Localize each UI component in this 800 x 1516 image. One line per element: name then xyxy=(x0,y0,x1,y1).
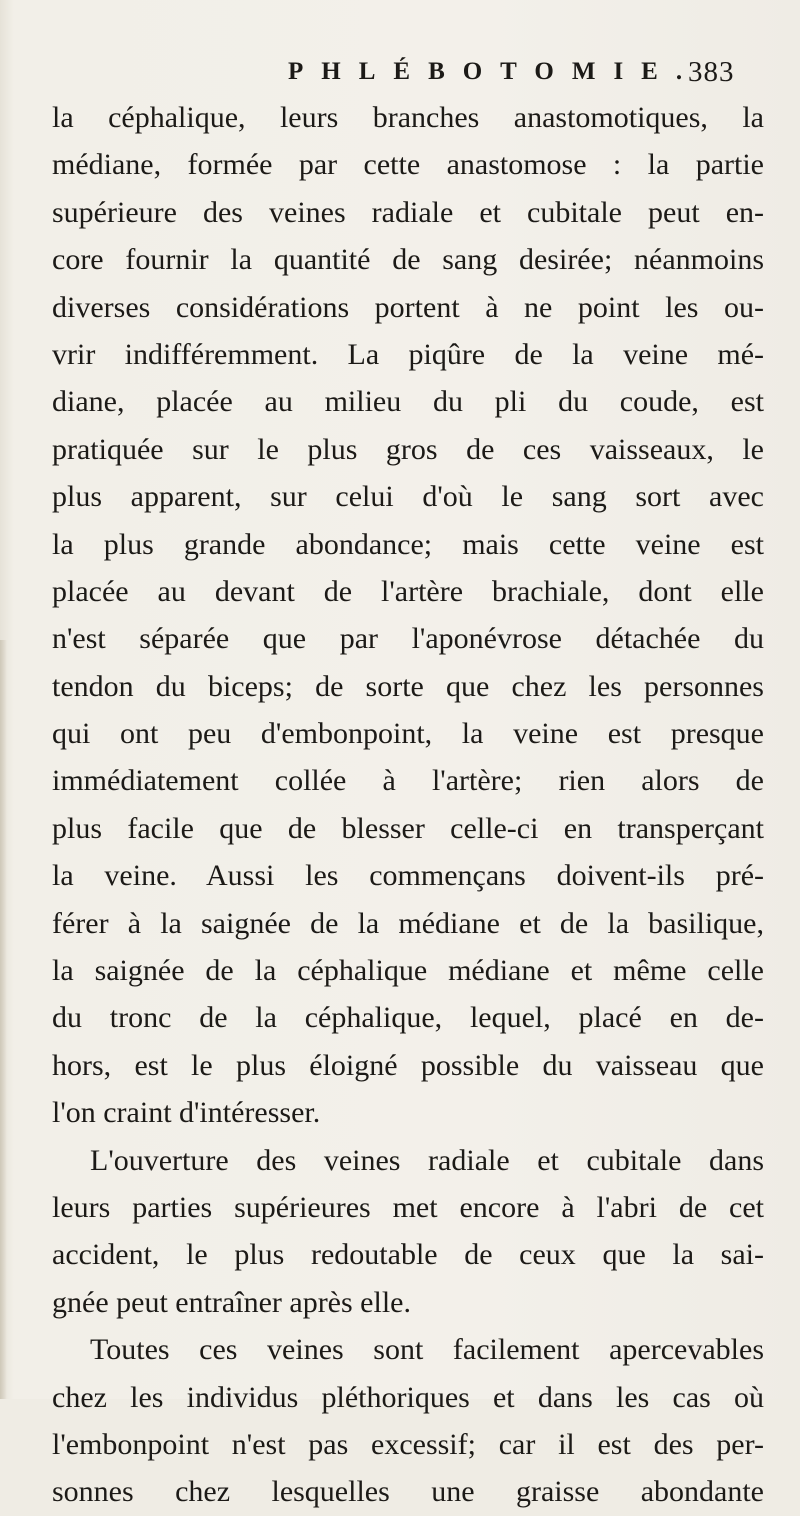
text-line: leurs parties supérieures met encore à l'abri de cet xyxy=(52,1190,764,1224)
text-line: placée au devant de l'artère brachiale, dont elle xyxy=(52,574,764,608)
text-line: vrir indifféremment. La piqûre de la veine mé- xyxy=(52,337,764,371)
text-line: diane, placée au milieu du pli du coude, est xyxy=(52,385,764,419)
text-line: la veine. Aussi les commençans doivent-ils pré- xyxy=(52,859,764,893)
text-line: tendon du biceps; de sorte que chez les personnes xyxy=(52,669,764,703)
text-line: qui ont peu d'embonpoint, la veine est presque xyxy=(52,717,764,751)
text-line: sonnes chez lesquelles une graisse abondante xyxy=(52,1475,764,1509)
text-line: la saignée de la céphalique médiane et même celle xyxy=(52,954,764,988)
paragraph-end-line: l'on craint d'intéresser. xyxy=(52,1096,321,1130)
page-binding-shadow xyxy=(0,640,7,1399)
text-line: immédiatement collée à l'artère; rien alors de xyxy=(52,764,764,798)
paragraph-start-line: L'ouverture des veines radiale et cubitale dans xyxy=(90,1143,764,1177)
running-head-title: PHLÉBOTOMIE. xyxy=(288,58,701,85)
text-line: férer à la saignée de la médiane et de la basilique, xyxy=(52,906,764,940)
text-line: hors, est le plus éloigné possible du vaisseau que xyxy=(52,1048,764,1082)
text-line: chez les individus pléthoriques et dans les cas où xyxy=(52,1380,764,1414)
text-line: la céphalique, leurs branches anastomotiques, la xyxy=(52,101,764,134)
text-line: core fournir la quantité de sang desirée; néanmoins xyxy=(52,243,764,277)
text-line: supérieure des veines radiale et cubitale peut en- xyxy=(52,195,764,229)
running-head xyxy=(0,52,800,92)
text-line: du tronc de la céphalique, lequel, placé en de- xyxy=(52,1001,764,1035)
paragraph-end-line: gnée peut entraîner après elle. xyxy=(52,1285,411,1319)
page-number: 383 xyxy=(688,56,735,88)
body-text xyxy=(52,94,764,1516)
text-line: l'embonpoint n'est pas excessif; car il est des per- xyxy=(52,1427,764,1461)
text-line: diverses considérations portent à ne point les ou- xyxy=(52,290,764,324)
paragraph-start-line: Toutes ces veines sont facilement apercevables xyxy=(90,1333,764,1367)
text-line: la plus grande abondance; mais cette veine est xyxy=(52,527,764,561)
text-line: pratiquée sur le plus gros de ces vaisseaux, le xyxy=(52,432,764,466)
text-line: plus facile que de blesser celle-ci en transperçant xyxy=(52,811,764,845)
text-line: accident, le plus redoutable de ceux que la sai- xyxy=(52,1238,764,1272)
text-line: médiane, formée par cette anastomose : la partie xyxy=(52,148,764,182)
text-line: n'est séparée que par l'aponévrose détachée du xyxy=(52,622,764,656)
text-line: plus apparent, sur celui d'où le sang sort avec xyxy=(52,480,764,514)
